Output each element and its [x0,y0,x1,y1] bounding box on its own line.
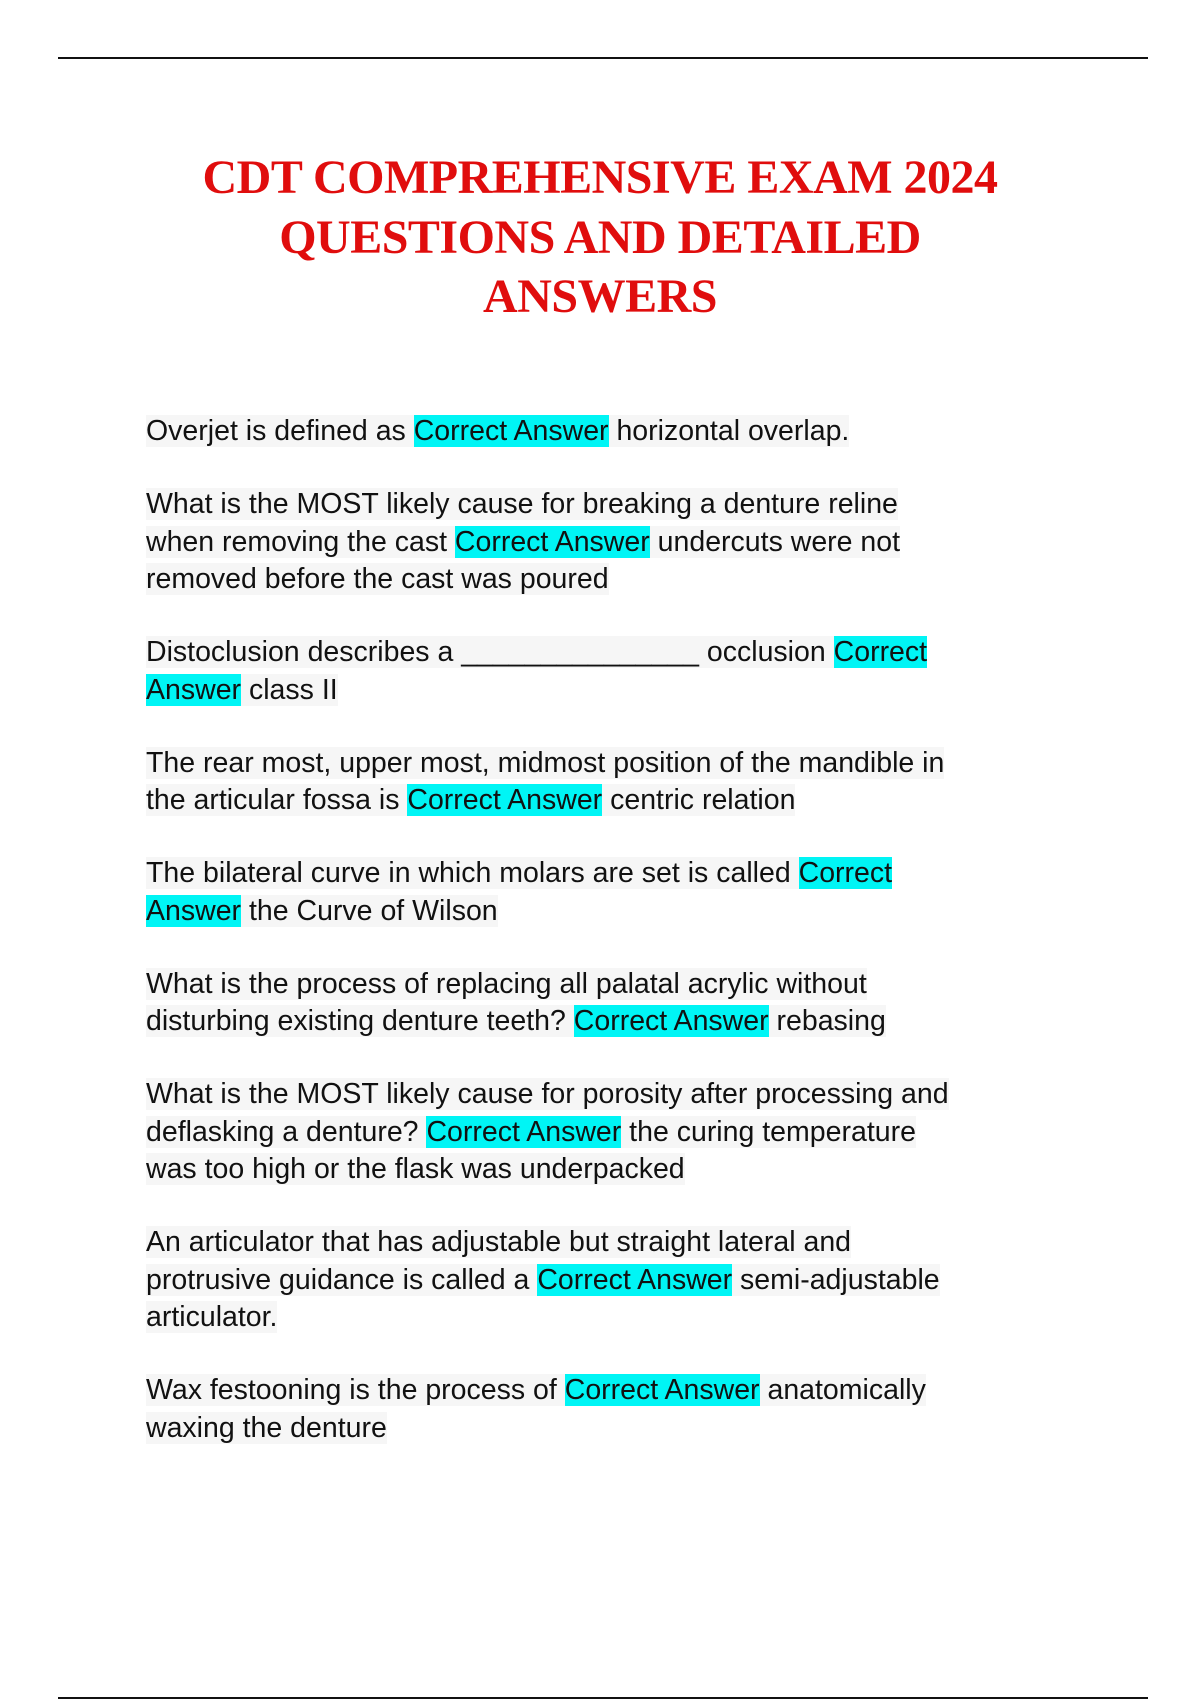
text-line [146,413,1086,451]
qa-text: rebasing [768,1005,886,1037]
qa-text: What is the process of replacing all palatal acrylic without [146,967,867,1000]
text-line [146,893,1086,931]
correct-answer-label: Correct Answer [564,1374,760,1406]
qa-item [146,745,1086,820]
qa-text: waxing the denture [146,1411,387,1444]
qa-item [146,855,1086,930]
qa-text: The bilateral curve in which molars are set is called [146,857,799,889]
text-line [146,782,1086,820]
qa-text: centric relation [602,784,796,816]
correct-answer-label: Correct Answer [413,415,609,447]
qa-text: anatomically [759,1374,926,1406]
qa-text: was too high or the flask was underpacked [146,1153,685,1185]
qa-text: The rear most, upper most, midmost position of the mandible in [146,746,945,779]
title-line: ANSWERS [483,270,717,323]
qa-item [146,966,1086,1041]
correct-answer-label: Correct [798,857,893,889]
text-line [146,1003,1086,1041]
qa-text: removed before the cast was poured [146,563,609,595]
text-line [146,1410,1086,1448]
correct-answer-label: Correct Answer [407,784,603,816]
qa-item [146,1372,1086,1447]
text-line [146,855,1086,893]
correct-answer-label: Answer [146,673,242,706]
text-line [146,966,1086,1004]
qa-text: undercuts were not [649,525,901,558]
qa-text: when removing the cast [146,525,455,558]
qa-text: articulator. [146,1301,278,1333]
footer-rule [58,1697,1148,1699]
qa-item [146,413,1086,451]
title-line: CDT COMPREHENSIVE EXAM 2024 [202,151,998,204]
qa-text: Overjet is defined as [146,415,414,447]
text-line [146,1262,1086,1300]
correct-answer-label: Answer [146,894,242,927]
correct-answer-label: Correct [833,636,928,668]
qa-item [146,1224,1086,1337]
text-line [146,1224,1086,1262]
qa-list [146,413,1086,1483]
qa-text: the curing temperature [621,1115,916,1148]
qa-text: the Curve of Wilson [241,894,498,927]
text-line [146,524,1086,562]
qa-text: Wax festooning is the process of [146,1374,565,1406]
correct-answer-label: Correct Answer [426,1115,622,1148]
text-line [146,634,1086,672]
correct-answer-label: Correct Answer [537,1263,733,1296]
text-line [146,561,1086,599]
correct-answer-label: Correct Answer [573,1005,769,1037]
text-line [146,1076,1086,1114]
qa-text: deflasking a denture? [146,1115,427,1148]
qa-text: What is the MOST likely cause for porosity after processing and [146,1078,949,1110]
qa-text: What is the MOST likely cause for breaking a denture reline [146,488,898,520]
text-line [146,1114,1086,1152]
text-line [146,1372,1086,1410]
qa-item [146,1076,1086,1189]
qa-text: horizontal overlap. [608,415,850,447]
qa-item [146,634,1086,709]
document-title [0,148,1200,327]
text-line [146,745,1086,783]
qa-text: disturbing existing denture teeth? [146,1005,574,1037]
correct-answer-label: Correct Answer [454,525,650,558]
text-line [146,1299,1086,1337]
qa-item [146,486,1086,599]
qa-text: class II [241,673,338,706]
text-line [146,672,1086,710]
qa-text: Distoclusion describes a _______________ occlusion [146,636,834,668]
title-line: QUESTIONS AND DETAILED [279,210,921,264]
qa-text: An articulator that has adjustable but straight lateral and [146,1226,852,1258]
header-rule [58,57,1148,59]
qa-text: protrusive guidance is called a [146,1263,538,1296]
text-line [146,1151,1086,1189]
text-line [146,486,1086,524]
qa-text: semi-adjustable [732,1263,940,1296]
qa-text: the articular fossa is [146,784,408,816]
